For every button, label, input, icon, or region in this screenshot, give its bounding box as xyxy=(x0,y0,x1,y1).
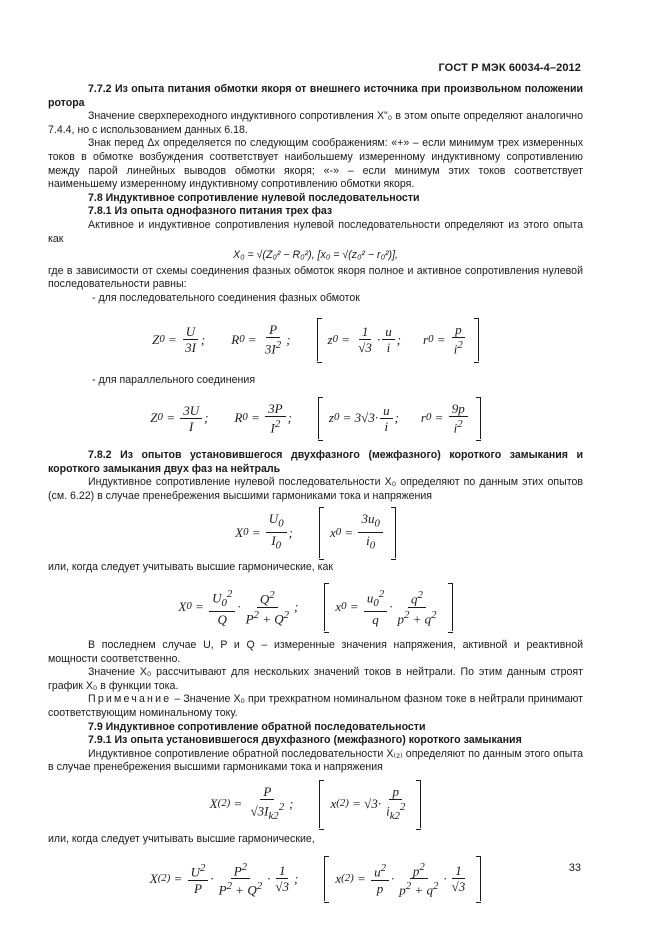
list-item: - для последовательного соединения фазных обмоток xyxy=(92,291,360,304)
document-header: ГОСТ Р МЭК 60034-4–2012 xyxy=(438,62,581,74)
paragraph: или, когда следует учитывать высшие гармонические, как xyxy=(48,561,334,574)
paragraph: Знак перед Δx определяется по следующим соображениям: «+» – если минимум трех измеренных токов в обмотке возбуждения соответствует наибольшему измеренному индуктивному сопротивлению между парой линейных выводов обмотки якоря; «-» – если минимум этих токов соответствует наименьшему измеренному индуктивному сопротивлению обмотки якоря. xyxy=(48,137,583,191)
formula-x0: X₀ = √(Z₀² − R₀²), [x₀ = √(z₀² − r₀²)], xyxy=(233,249,398,262)
section-7-8-title: 7.8 Индуктивное сопротивление нулевой последовательности xyxy=(88,191,420,204)
paragraph: Активное и индуктивное сопротивления нулевой последовательности определяют из этого опыта как xyxy=(48,218,583,245)
section-7-8-1-title: 7.8.1 Из опыта однофазного питания трех фаз xyxy=(88,205,333,218)
list-item: - для параллельного соединения xyxy=(92,373,256,386)
paragraph: В последнем случае U, P и Q – измеренные значения напряжения, активной и реактивной мощности соответственно. xyxy=(48,639,583,665)
formula-parallel: Z 0 = $\frac{3U}{I}$ ; R 0 = $\frac{3P}{I^2}$ ; z 0 = 3√3· $\frac{u}{i}$ ; r 0 = $\frac{9p}{i^2}$ xyxy=(48,391,583,445)
formula-x0-harmonics: X 0 = $\frac{U_0^2}{Q}$ · $\frac{Q^2}{P^2 + Q^2}$ ; x 0 = $\frac{u_0^2}{q}$ · $\frac{q^2}{p^2 + q^2}$ xyxy=(48,579,583,635)
formula-x0-simple: X 0 = $\frac{U_0}{I_0}$ ; x 0 = $\frac{3u_0}{i_0}$ xyxy=(48,507,583,557)
paragraph: или, когда следует учитывать высшие гармонические, xyxy=(48,833,315,845)
note xyxy=(48,693,583,720)
paragraph: Значение X₀ рассчитывают для нескольких значений токов в нейтрали. По этим данным строят график X₀ в функции тока. xyxy=(48,666,583,692)
document-body xyxy=(48,83,583,911)
paragraph: Индуктивное сопротивление нулевой последовательности X₀ определяют по данным этих опытов (см. 6.22) в случае пренебрежения высшими гармониками тока и напряжения xyxy=(48,476,583,502)
formula-x2-simple: X (2) = $\frac{P}{√3I_{k2}^2}$ ; x (2) = √3· $\frac{p}{i_{k2}^2}$ xyxy=(48,779,583,829)
formula-x2-harmonics: X (2) = $\frac{U^2}{P}$ · $\frac{P^2}{P^2 + Q^2}$ · $\frac{1}{√3}$ ; x (2) = $\frac{u^2}{p}$ · $\frac{p^2}{p^2 + q^2}$ · $\frac{1}{√3}$ xyxy=(48,851,583,907)
section-7-9-title: 7.9 Индуктивное сопротивление обратной последовательности xyxy=(88,720,426,733)
note-text: – Значение X₀ при трехкратном номинальном фазном токе в нейтрали принимают соответствующим номинальному току. xyxy=(48,693,583,720)
paragraph: Индуктивное сопротивление обратной последовательности X₍₂₎ определяют по данным этого опыта в случае пренебрежения высшими гармониками тока и напряжения xyxy=(48,747,583,774)
paragraph: Значение сверхпереходного индуктивного сопротивления X"₀ в этом опыте определяют аналогично 7.4.4, но с использованием данных 6.18. xyxy=(48,110,583,136)
section-7-7-2-title: 7.7.2 Из опыта питания обмотки якоря от внешнего источника при произвольном положении ротора xyxy=(48,83,583,109)
paragraph: где в зависимости от схемы соединения фазных обмоток якоря полное и активное сопротивления нулевой последовательности равны: xyxy=(48,264,583,291)
section-7-9-1-title: 7.9.1 Из опыта установившегося двухфазного (межфазного) короткого замыкания xyxy=(88,734,522,747)
formula-series: Z 0 = $\frac{U}{3I}$ ; R 0 = $\frac{P}{3I^2}$ ; z 0 = $\frac{1}{√3}$ · $\frac{u}{i}$ ; r 0 = $\frac{p}{i^2}$ xyxy=(48,310,583,370)
section-7-8-2-title: 7.8.2 Из опытов установившегося двухфазного (межфазного) короткого замыкания и короткого замыкания двух фаз на нейтраль xyxy=(48,449,583,475)
page-number: 33 xyxy=(568,862,581,874)
note-label: Примечание xyxy=(88,693,172,706)
